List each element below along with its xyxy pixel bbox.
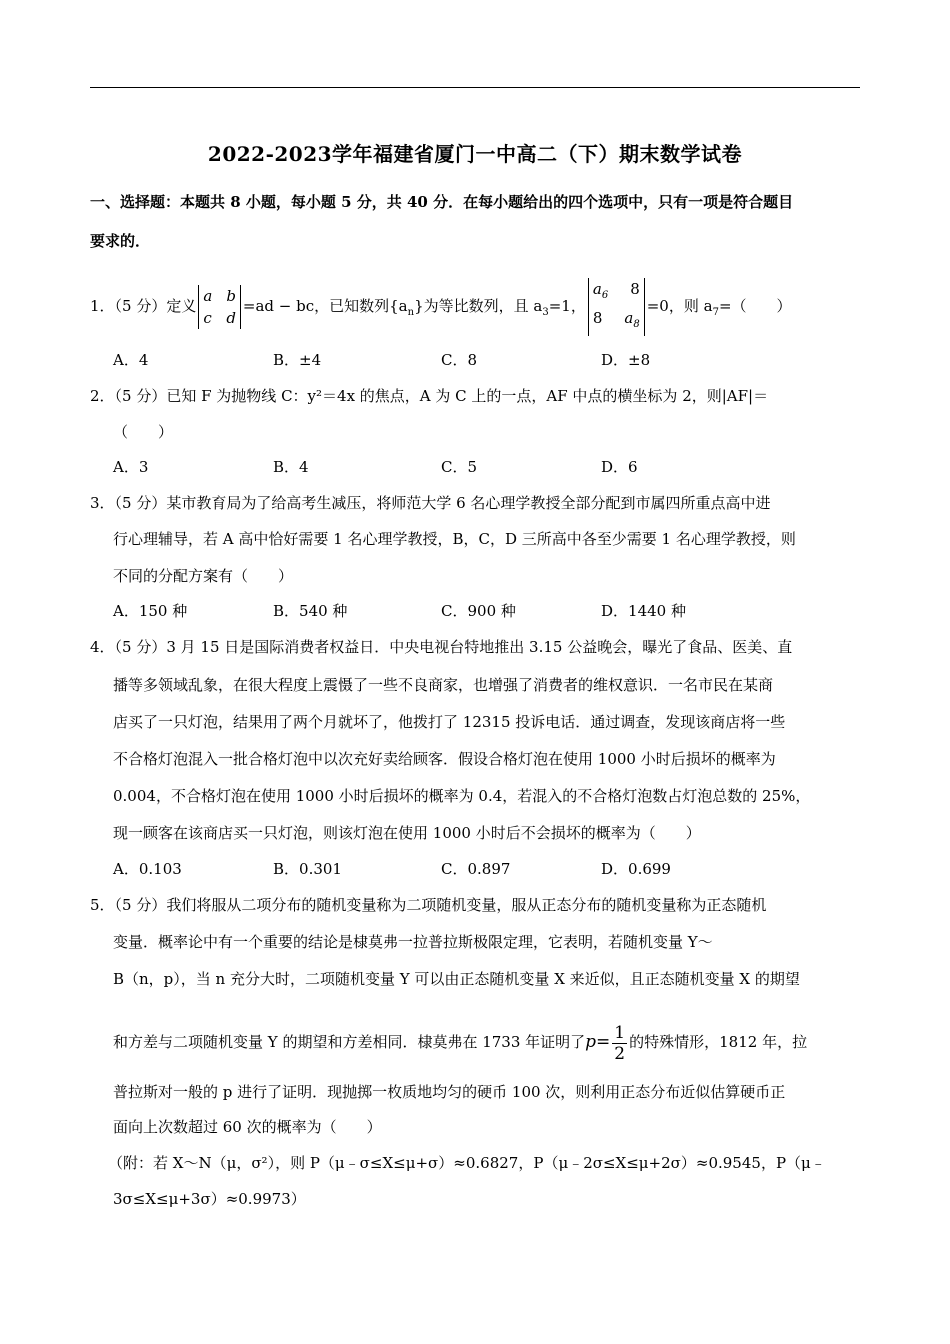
q1-option-a: A．4 — [113, 351, 149, 369]
determinant-definition: a b c d — [198, 285, 241, 329]
question-3-cont2: 不同的分配方案有（ ） — [113, 567, 294, 585]
q2-option-c: C．5 — [441, 458, 478, 476]
q1-option-d: D．±8 — [601, 351, 651, 369]
question-5-note-cont: 3σ≤X≤μ+3σ）≈0.9973） — [113, 1190, 306, 1208]
question-4-cont2: 店买了一只灯泡，结果用了两个月就坏了，他拨打了 12315 投诉电话．通过调查，发现该商店将一些 — [113, 713, 786, 731]
question-4-cont5: 现一顾客在该商店买一只灯泡，则该灯泡在使用 1000 小时后不会损坏的概率为（ ） — [113, 824, 701, 842]
question-3: 3．（5 分）某市教育局为了给高考生减压，将师范大学 6 名心理学教授全部分配到市属四所重点高中进 — [90, 494, 771, 512]
q3-option-a: A．150 种 — [113, 602, 188, 620]
question-5-cont1: 变量．概率论中有一个重要的结论是棣莫弗一拉普拉斯极限定理，它表明，若随机变量 Y～ — [113, 933, 713, 951]
q2-option-a: A．3 — [113, 458, 149, 476]
question-5-cont4: 普拉斯对一般的 p 进行了证明．现抛掷一枚质地均匀的硬币 100 次，则利用正态分布近似估算硬币正 — [113, 1083, 786, 1101]
question-1: 1．（5 分）定义 a b c d =ad − bc，已知数列$\{a_n\}$为等比数列，且 $a_3=1$， $a_6$ 8 8 $a_8$ =0，则 $a_7=$（ ） — [90, 278, 792, 336]
question-5-cont5: 面向上次数超过 60 次的概率为（ ） — [113, 1118, 382, 1136]
question-2: 2．（5 分）已知 F 为抛物线 C：y²＝4x 的焦点，A 为 C 上的一点，AF 中点的横坐标为 2，则|AF|＝ — [90, 387, 769, 405]
determinant-matrix: $a_6$ 8 8 $a_8$ — [588, 278, 645, 336]
question-4: 4．（5 分）3 月 15 日是国际消费者权益日．中央电视台特地推出 3.15 公益晚会，曝光了食品、医美、直 — [90, 638, 793, 656]
q3-option-c: C．900 种 — [441, 602, 516, 620]
question-2-cont: （ ） — [113, 423, 174, 441]
question-5-note: （附：若 X～N（μ，σ²），则 P（μ﹣σ≤X≤μ+σ）≈0.6827，P（μ﹣2σ≤X≤μ+2σ）≈0.9545，P（μ﹣ — [108, 1154, 826, 1172]
section-heading-cont: 要求的． — [90, 232, 151, 250]
q4-option-a: A．0.103 — [113, 860, 182, 878]
q3-option-b: B．540 种 — [273, 602, 348, 620]
question-4-cont1: 播等多领域乱象，在很大程度上震慑了一些不良商家，也增强了消费者的维权意识．一名市民在某商 — [113, 676, 774, 694]
question-4-cont3: 不合格灯泡混入一批合格灯泡中以次充好卖给顾客．假设合格灯泡在使用 1000 小时后损坏的概率为 — [113, 750, 776, 768]
q2-option-d: D．6 — [601, 458, 638, 476]
question-5-cont2: B（n，p），当 n 充分大时，二项随机变量 Y 可以由正态随机变量 X 来近似，且正态随机变量 X 的期望 — [113, 970, 800, 988]
q3-option-d: D．1440 种 — [601, 602, 686, 620]
q1-option-b: B．±4 — [273, 351, 322, 369]
q4-option-c: C．0.897 — [441, 860, 511, 878]
question-4-cont4: 0.004，不合格灯泡在使用 1000 小时后损坏的概率为 0.4，若混入的不合格灯泡数占灯泡总数的 25%， — [113, 787, 811, 805]
section-heading: 一、选择题：本题共 8 小题，每小题 5 分，共 40 分．在每小题给出的四个选项中，只有一项是符合题目 — [90, 193, 794, 211]
question-5-cont3: 和方差与二项随机变量 Y 的期望和方差相同．棣莫弗在 1733 年证明了p= $\frac{1}{2}$ 的特殊情形，1812 年，拉 — [113, 1022, 808, 1064]
q4-option-b: B．0.301 — [273, 860, 342, 878]
question-5: 5．（5 分）我们将服从二项分布的随机变量称为二项随机变量，服从正态分布的随机变量称为正态随机 — [90, 896, 767, 914]
question-3-cont1: 行心理辅导，若 A 高中恰好需要 1 名心理学教授，B，C，D 三所高中各至少需要 1 名心理学教授，则 — [113, 530, 796, 548]
top-rule — [90, 87, 860, 88]
fraction-one-half: $\frac{1}{2}$ — [614, 1022, 626, 1064]
q2-option-b: B．4 — [273, 458, 309, 476]
q1-option-c: C．8 — [441, 351, 478, 369]
q4-option-d: D．0.699 — [601, 860, 671, 878]
page-title: 2022-2023学年福建省厦门一中高二（下）期末数学试卷 — [207, 142, 743, 166]
